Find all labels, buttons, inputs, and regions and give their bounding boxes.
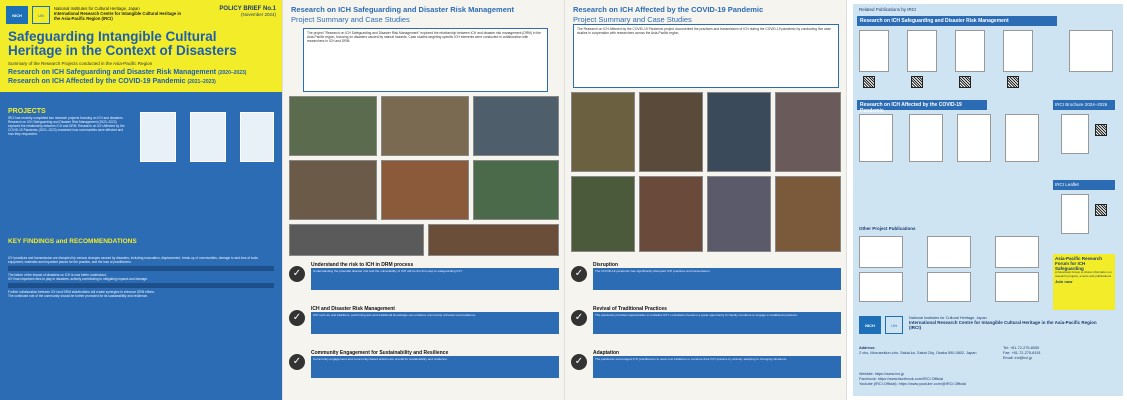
section-drm-publications: Research on ICH Safeguarding and Disaster Risk Management (857, 16, 1057, 26)
case-photo (639, 176, 703, 252)
finding-title: Adaptation (593, 350, 620, 356)
case-photo (381, 96, 469, 156)
case-photo (775, 92, 841, 172)
drm-intro: The project "Research on ICH Safeguarding and Disaster Risk Management" explored the relationship between ICH and disaster risk management (DRM) in the Asia-Pacific region, focusing on disasters caused by natural hazards. Case studies targeting specific ICH elements were conducted in collaboration with researchers in ICH and DRM. (303, 28, 548, 92)
links-block (859, 372, 1119, 386)
key-findings-text (8, 256, 274, 298)
publication-cover[interactable] (859, 30, 889, 72)
panel-publications (846, 0, 1127, 400)
footer-org-name: National Institutes for Cultural Heritage, Japan (909, 316, 987, 320)
case-photo (289, 224, 424, 256)
publication-cover[interactable] (927, 272, 971, 302)
finding-text: Understanding the potential disaster risk and the vulnerability of ICH will be the first step to safeguarding ICH. (311, 268, 559, 290)
org-name: National Institutes for Cultural Heritage, Japan (54, 6, 140, 11)
publication-cover[interactable] (1069, 30, 1113, 72)
footer-contact (853, 310, 1123, 396)
forum-title: Asia-Pacific Research Forum for ICH Safeguarding (1055, 256, 1103, 271)
email-link[interactable]: Email: irci@irci.jp (1003, 355, 1033, 360)
drm-title: Research on ICH Safeguarding and Disaster Risk Management (291, 5, 514, 14)
forum-text: A Facebook Group to share information on research projects, events and publications. (1055, 270, 1112, 278)
project2-title: Research on ICH Affected by the COVID-19 Pandemic (8, 78, 186, 85)
summary-line: Summary of the Research Projects conducted in the Asia-Pacific Region (8, 61, 153, 66)
report-cover-1 (140, 112, 176, 162)
case-photo (381, 160, 469, 220)
finding-text: The pandemic encouraged ICH practitioners to seek new initiatives to continue their ICH practice by actively adapting to changing situations. (593, 356, 841, 378)
check-icon: ✓ (289, 266, 305, 282)
finding-text: ICH such as oral traditions, performing arts and traditional knowledge can enhance community cohesion and resilience. (311, 312, 559, 334)
case-photo (707, 176, 771, 252)
brief-number: POLICY BRIEF No.1 (219, 6, 276, 12)
covid-title: Research on ICH Affected by the COVID-19 Pandemic (573, 5, 764, 14)
brief-label (219, 6, 276, 17)
check-icon: ✓ (289, 310, 305, 326)
contact-block (1003, 346, 1119, 360)
related-heading: Related Publications by IRCI (859, 7, 917, 12)
key-findings-heading: KEY FINDINGS and RECOMMENDATIONS (8, 238, 137, 245)
finding-item (289, 306, 559, 336)
footer-org-centre: International Research Centre for Intangible Cultural Heritage in the Asia-Pacific Region (IRCI) (909, 319, 1097, 330)
brochure-label: IRCI Brochure 2024–2026 (1053, 100, 1115, 110)
qr-code[interactable] (1095, 124, 1107, 136)
finding-item (571, 306, 841, 336)
forum-box (1053, 254, 1115, 312)
org-block (54, 6, 184, 21)
header-logos (6, 6, 184, 24)
qr-code[interactable] (1095, 204, 1107, 216)
publication-cover[interactable] (995, 272, 1039, 302)
finding-text: The pandemic provided opportunities to revitalize ICH. Lockdowns became a great opportunity for family members to engage in traditional practices. (593, 312, 841, 334)
projects-text: IRCI has recently completed two research projects focusing on ICH and disasters. Research on ICH Safeguarding and Disaster Risk Management (2020–2023) explored the relationship between ICH and DRM. Research on ICH Affected by the COVID-19 Pandemic (2021–2023) examined how communities were affected and how they responded. (8, 116, 125, 136)
address-text: 2 cho, Mozusekiun-cho, Sakai-ku, Sakai City, Osaka 590-0802, Japan (859, 350, 977, 355)
join-link[interactable]: Join now (1055, 279, 1073, 285)
case-photo (707, 92, 771, 172)
finding-title: Disruption (593, 262, 618, 268)
publication-cover[interactable] (927, 236, 971, 268)
key-point: ICH has important roles to play in disasters, actively contributing to mitigating impacts and damage. (8, 277, 148, 281)
key-point: The failure of the impact of disasters on ICH is now better understood. (8, 273, 107, 277)
project1-line (8, 69, 278, 76)
drm-subtitle: Project Summary and Case Studies (291, 15, 410, 24)
case-photo (571, 92, 635, 172)
panel-covid (564, 0, 846, 400)
finding-title: Revival of Traditional Practices (593, 306, 667, 312)
finding-item (289, 262, 559, 292)
publication-cover[interactable] (957, 114, 991, 162)
publication-cover[interactable] (859, 272, 903, 302)
case-photo (428, 224, 559, 256)
publication-cover[interactable] (909, 114, 943, 162)
qr-code[interactable] (1007, 76, 1019, 88)
brochure-cover[interactable] (1061, 114, 1089, 154)
finding-item (571, 262, 841, 292)
nich-logo: NICH (6, 6, 28, 24)
key-point: Further collaboration between ICH and DRM stakeholders will create synergies to enhance DRM efforts. (8, 290, 155, 294)
qr-code[interactable] (863, 76, 875, 88)
qr-code[interactable] (959, 76, 971, 88)
panel-cover (0, 0, 282, 400)
divider (8, 283, 274, 288)
publication-cover[interactable] (1003, 30, 1033, 72)
project2-years: (2021–2023) (187, 79, 216, 85)
youtube-link[interactable]: Youtube (IRCI.Official): https://www.youtube.com/@IRCI.Official (859, 381, 966, 386)
unesco-logo: UN (885, 316, 903, 334)
tel: Tel: +81-72-275-8050 (1003, 346, 1040, 350)
other-heading: Other Project Publications (859, 226, 916, 231)
project2-line (8, 78, 278, 85)
check-icon: ✓ (571, 310, 587, 326)
finding-item (571, 350, 841, 380)
footer-org (909, 316, 1109, 330)
qr-code[interactable] (911, 76, 923, 88)
finding-title: Community Engagement for Sustainability and Resilience (311, 350, 449, 356)
panel-drm (282, 0, 564, 400)
org-centre: International Research Centre for Intangible Cultural Heritage in the Asia-Pacific Region (IRCI) (54, 11, 182, 21)
address-label: Address: (859, 346, 876, 350)
finding-item (289, 350, 559, 380)
key-point: The continued role of the community should be further promoted for its sustainability and resilience. (8, 294, 148, 298)
publication-cover[interactable] (859, 114, 893, 162)
report-cover-2 (190, 112, 226, 162)
check-icon: ✓ (571, 354, 587, 370)
check-icon: ✓ (289, 354, 305, 370)
covid-subtitle: Project Summary and Case Studies (573, 15, 692, 24)
case-photo (473, 160, 559, 220)
website-link[interactable]: Website: https://www.irci.jp (859, 372, 905, 376)
section-covid-publications: Research on ICH Affected by the COVID-19 Pandemic (857, 100, 987, 110)
leaflet-cover[interactable] (1061, 194, 1089, 234)
nich-logo: NICH (859, 316, 881, 334)
case-photo (639, 92, 703, 172)
projects-heading: PROJECTS (8, 108, 46, 115)
divider (8, 266, 274, 271)
publication-cover[interactable] (1005, 114, 1039, 162)
brief-date: (November 2024) (240, 12, 276, 17)
publication-cover[interactable] (955, 30, 985, 72)
finding-title: Understand the risk to ICH in DRM process (311, 262, 414, 268)
fax: Fax: +81-72-275-8151 (1003, 350, 1041, 355)
project1-title: Research on ICH Safeguarding and Disaster Risk Management (8, 69, 217, 76)
finding-text: The COVID-19 pandemic has significantly disrupted ICH practices and transmission. (593, 268, 841, 290)
address-block (859, 346, 989, 356)
covid-intro: The Research on ICH Affected by the COVID-19 Pandemic project documented the practices and transmission of ICH during the COVID-19 pandemic by conducting five case studies in cooperation with researchers across the Asia-Pacific region. (573, 24, 839, 88)
facebook-link[interactable]: Facebook: https://www.facebook.com/IRCI.Official (859, 376, 944, 381)
case-photo (289, 160, 377, 220)
finding-title: ICH and Disaster Risk Management (311, 306, 395, 312)
key-intro: ICH practices and transmission are disrupted by various changes caused by disasters, including evacuation, displacement, break-up of communities, damage to and loss of tools, equipment, materials and important places for the practice, and the loss of practitioners. (8, 256, 259, 264)
project1-years: (2020–2023) (218, 70, 247, 76)
report-cover-3 (240, 112, 274, 162)
publication-cover[interactable] (995, 236, 1039, 268)
case-photo (775, 176, 841, 252)
check-icon: ✓ (571, 266, 587, 282)
finding-text: Community engagement and community-based actions are crucial for sustainability and resilience. (311, 356, 559, 378)
case-photo (571, 176, 635, 252)
case-photo (473, 96, 559, 156)
publication-cover[interactable] (859, 236, 903, 268)
page-title: Safeguarding Intangible Cultural Heritage in the Context of Disasters (8, 29, 237, 58)
unesco-logo: UN (32, 6, 50, 24)
leaflet-label: IRCI Leaflet (1053, 180, 1115, 190)
case-photo (289, 96, 377, 156)
publication-cover[interactable] (907, 30, 937, 72)
